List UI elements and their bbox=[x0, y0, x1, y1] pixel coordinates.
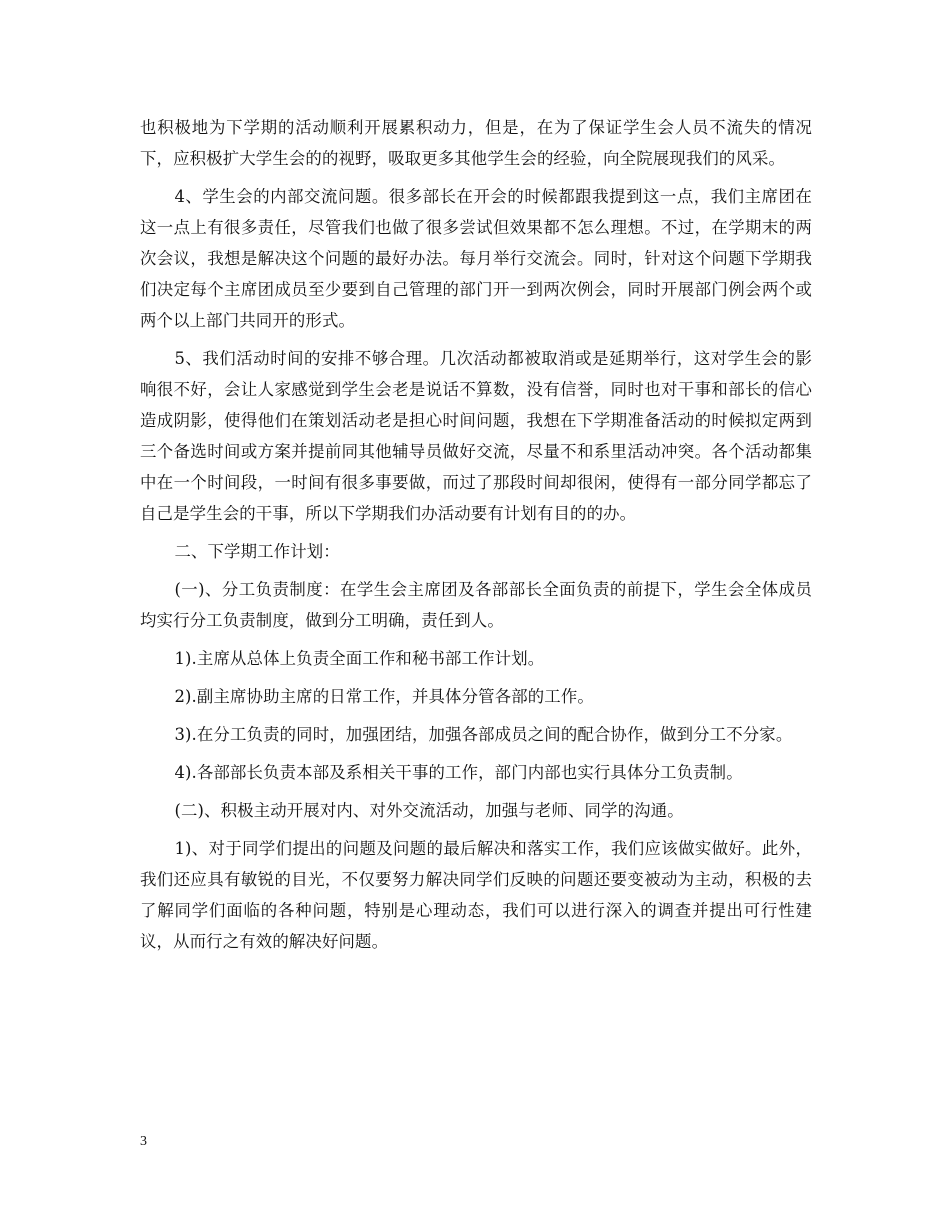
paragraph-item-5: 5、我们活动时间的安排不够合理。几次活动都被取消或是延期举行，这对学生会的影响很不好，会让人家感觉到学生会老是说话不算数，没有信誉，同时也对干事和部长的信心造成阴影，使得他们在策划活动老是担心时间问题，我想在下学期准备活动的时候拟定两到三个备选时间或方案并提前同其他辅导员做好交流，尽量不和系里活动冲突。各个活动都集中在一个时间段，一时间有很多事要做，而过了那段时间却很闲，使得有一部分同学都忘了自己是学生会的干事，所以下学期我们办活动要有计划有目的的办。 bbox=[140, 349, 812, 523]
document-body bbox=[140, 112, 812, 964]
paragraph-item-4: 4、学生会的内部交流问题。很多部长在开会的时候都跟我提到这一点，我们主席团在这一点上有很多责任，尽管我们也做了很多尝试但效果都不怎么理想。不过，在学期末的两次会议，我想是解决这个问题的最好办法。每月举行交流会。同时，针对这个问题下学期我们决定每个主席团成员至少要到自己管理的部门开一到两次例会，同时开展部门例会两个或两个以上部门共同开的形式。 bbox=[140, 187, 812, 330]
list-item-chairman: 1).主席从总体上负责全面工作和秘书部工作计划。 bbox=[174, 649, 545, 668]
list-item-department-heads: 4).各部部长负责本部及系相关干事的工作，部门内部也实行具体分工负责制。 bbox=[174, 763, 743, 782]
section-heading-plan: 二、下学期工作计划： bbox=[174, 542, 340, 561]
list-item-vice-chairman: 2).副主席协助主席的日常工作，并具体分管各部的工作。 bbox=[174, 687, 594, 706]
list-item-cooperation: 3).在分工负责的同时，加强团结，加强各部成员之间的配合协作，做到分工不分家。 bbox=[174, 725, 793, 744]
paragraph-division-of-labor: (一)、分工负责制度：在学生会主席团及各部部长全面负责的前提下，学生会全体成员均实行分工负责制度，做到分工明确，责任到人。 bbox=[140, 580, 812, 630]
paragraph-communication: (二)、积极主动开展对内、对外交流活动，加强与老师、同学的沟通。 bbox=[174, 801, 684, 820]
paragraph-continuation: 也积极地为下学期的活动顺利开展累积动力，但是，在为了保证学生会人员不流失的情况下，应积极扩大学生会的的视野，吸取更多其他学生会的经验，向全院展现我们的风采。 bbox=[140, 118, 812, 168]
paragraph-problem-solving: 1)、对于同学们提出的问题及问题的最后解决和落实工作，我们应该做实做好。此外，我们还应具有敏锐的目光，不仅要努力解决同学们反映的问题还要变被动为主动，积极的去了解同学们面临的各种问题，特别是心理动态，我们可以进行深入的调查并提出可行性建议，从而行之有效的解决好问题。 bbox=[140, 839, 812, 951]
page-number: 3 bbox=[140, 1134, 147, 1149]
